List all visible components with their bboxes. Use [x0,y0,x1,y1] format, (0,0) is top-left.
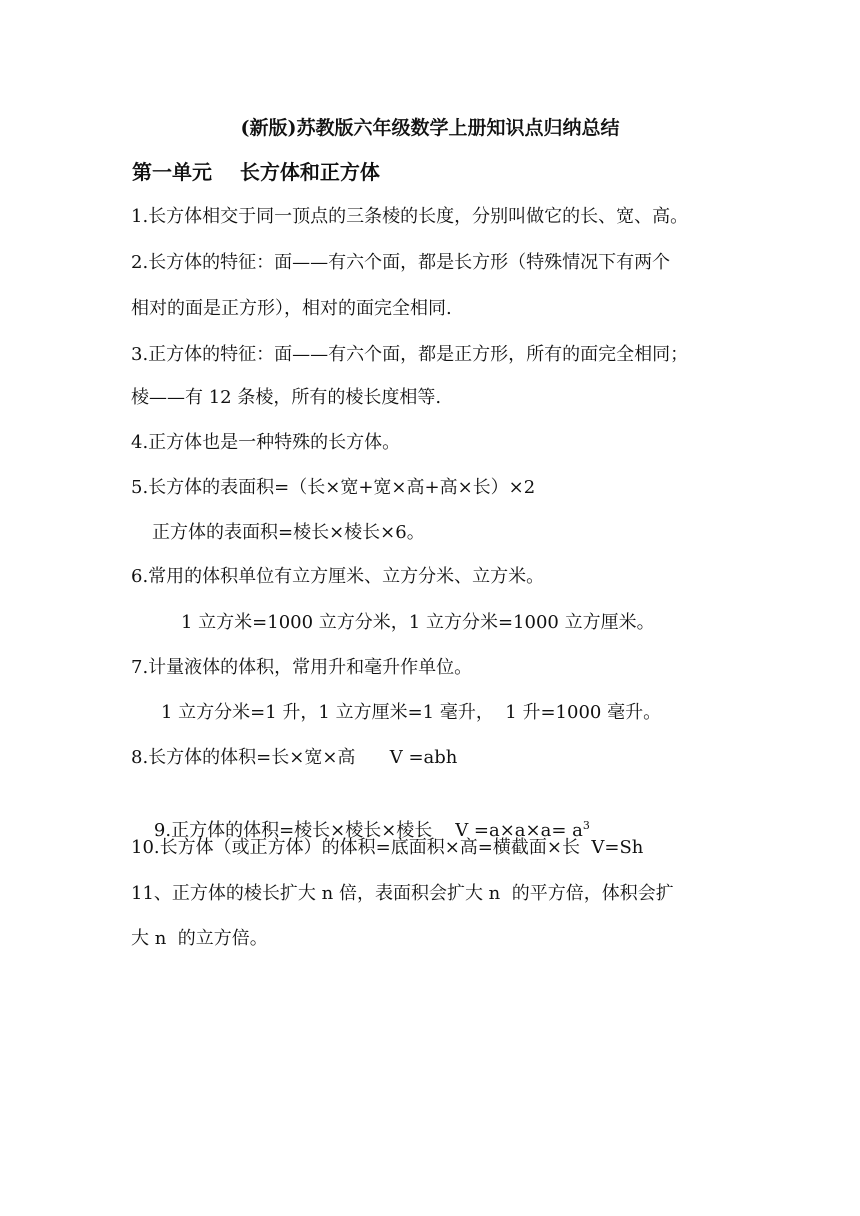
paragraph-line: 6.常用的体积单位有立方厘米、立方分米、立方米。 [131,566,545,587]
paragraph-line: 4.正方体也是一种特殊的长方体。 [131,432,401,453]
paragraph-line: 正方体的表面积=棱长×棱长×6。 [152,522,425,543]
paragraph-line: 1 立方分米=1 升，1 立方厘米=1 毫升， 1 升=1000 毫升。 [161,702,662,723]
paragraph-line: 1 立方米=1000 立方分米，1 立方分米=1000 立方厘米。 [181,612,655,633]
paragraph-line: 7.计量液体的体积，常用升和毫升作单位。 [131,657,473,678]
paragraph-line: 8.长方体的体积=长×宽×高 V =abh [131,747,458,768]
paragraph-line: 相对的面是正方形），相对的面完全相同. [131,298,452,319]
document-title: (新版)苏教版六年级数学上册知识点归纳总结 [240,117,620,139]
paragraph-line: 5.长方体的表面积=（长×宽+宽×高+高×长）×2 [131,477,536,498]
paragraph-line: 11、正方体的棱长扩大 n 倍，表面积会扩大 n 的平方倍，体积会扩 [131,883,674,904]
paragraph-line: 2.长方体的特征：面——有六个面，都是长方形（特殊情况下有两个 [131,252,671,273]
paragraph-line: 10.长方体（或正方体）的体积=底面积×高=横截面×长 V=Sh [131,837,644,858]
exponent-superscript: 3 [582,819,590,832]
unit-heading: 第一单元 长方体和正方体 [132,160,380,184]
paragraph-line: 大 n 的立方倍。 [131,928,268,949]
paragraph-line: 棱——有 12 条棱，所有的棱长度相等. [131,387,442,408]
formula-text: 9.正方体的体积=棱长×棱长×棱长 V =a×a×a= a [153,820,583,841]
paragraph-line: 1.长方体相交于同一顶点的三条棱的长度，分别叫做它的长、宽、高。 [131,206,689,227]
paragraph-line: 3.正方体的特征：面——有六个面，都是正方形，所有的面完全相同； [131,344,689,365]
